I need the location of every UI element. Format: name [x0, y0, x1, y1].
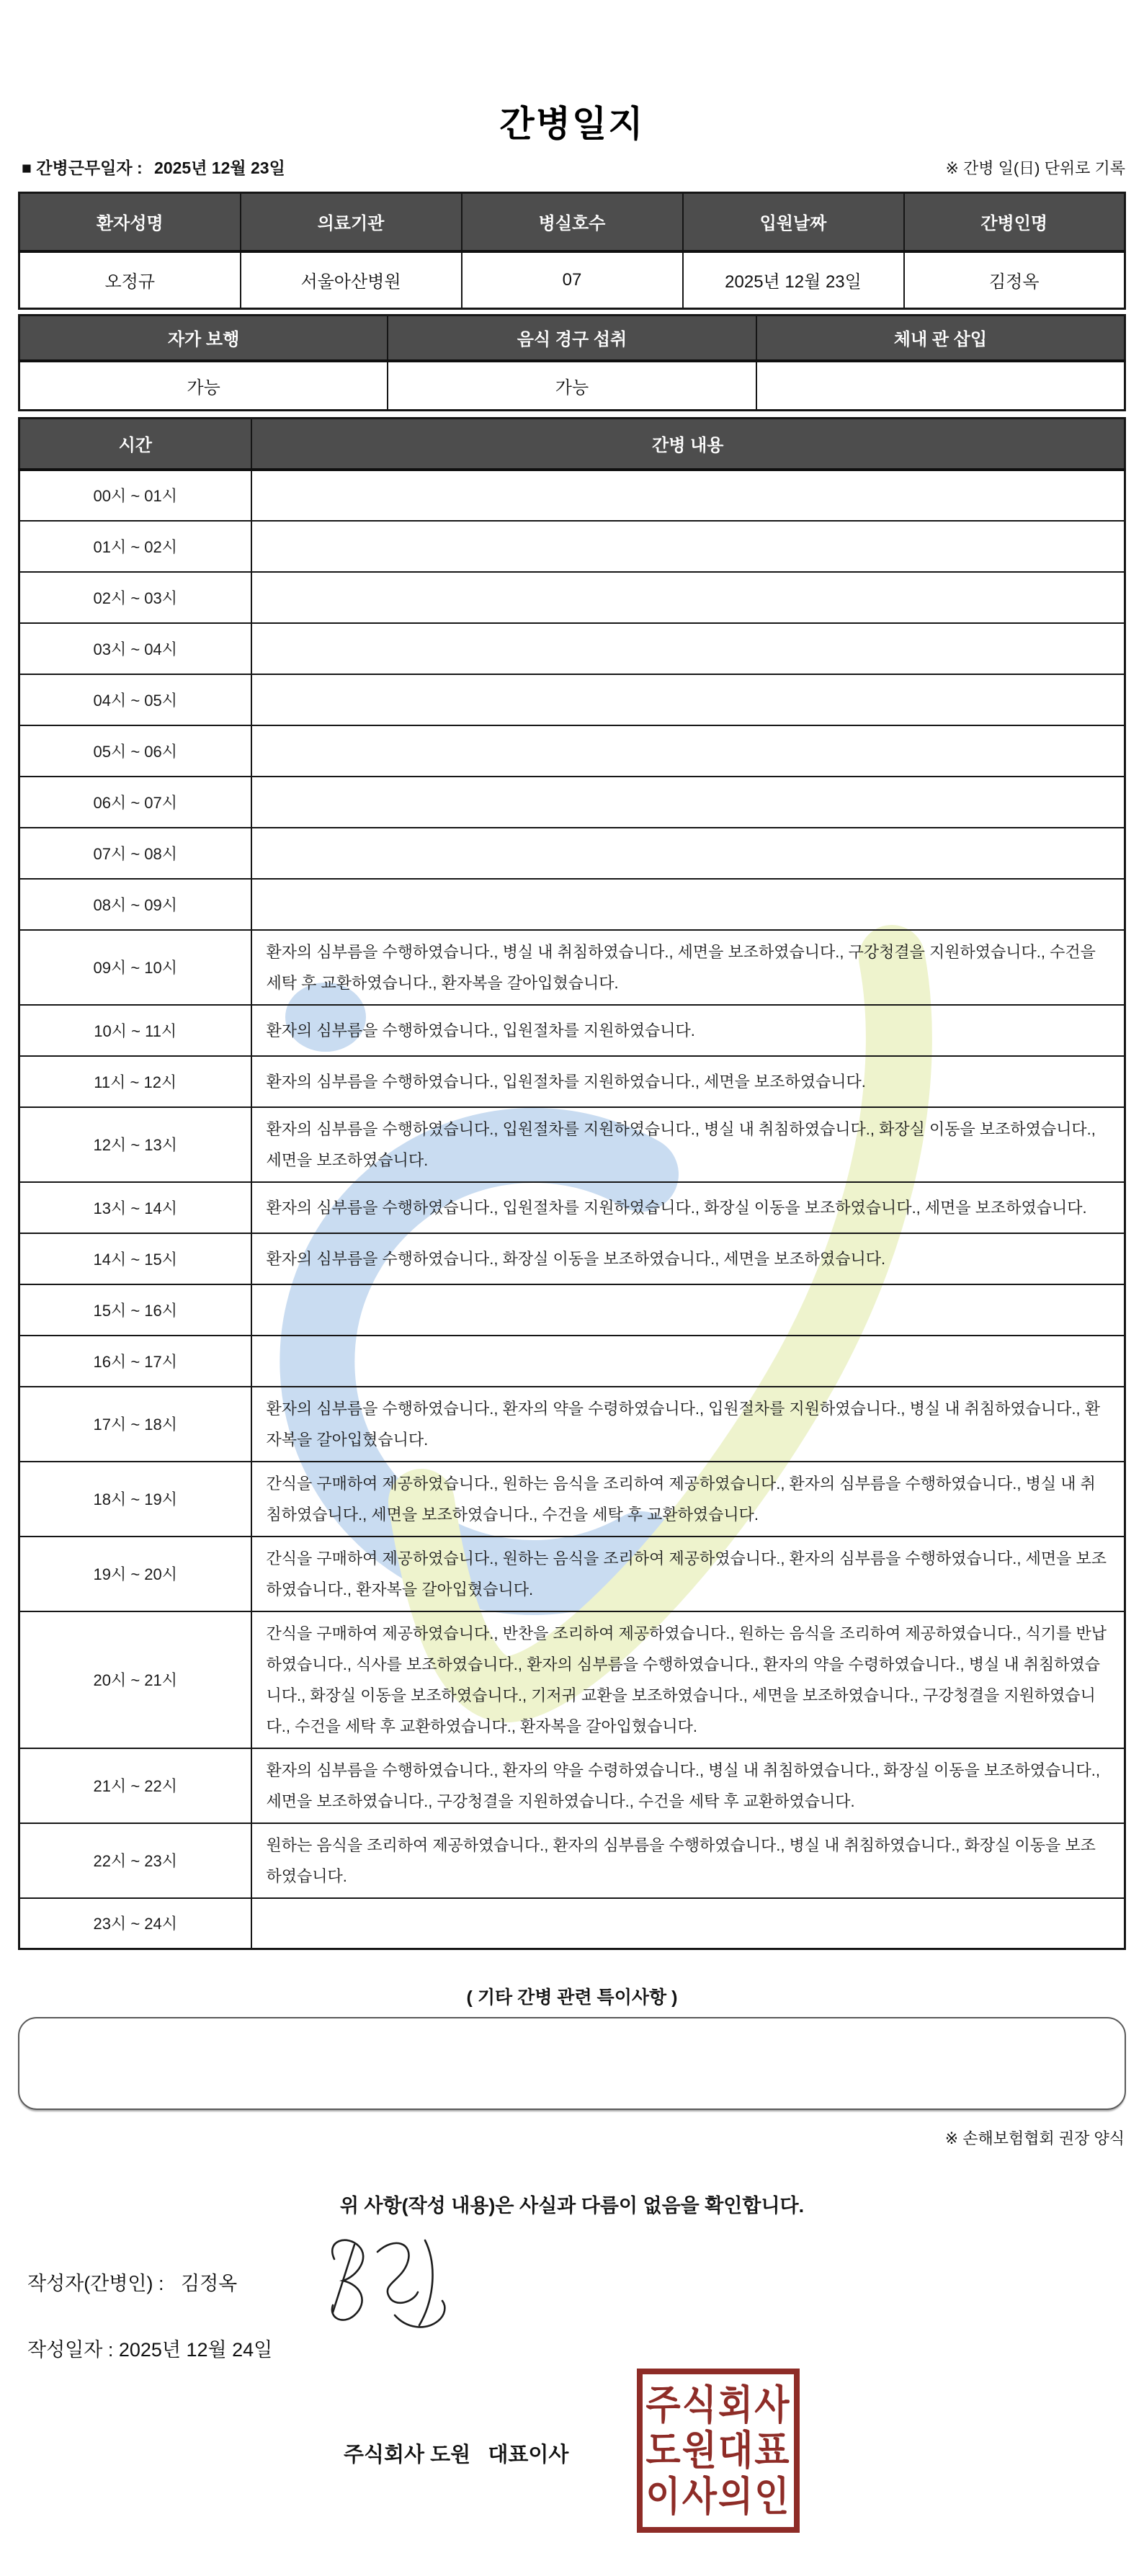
stamp-text-line: 주식회사: [645, 2382, 791, 2428]
care-log-row: [19, 674, 1125, 725]
content-column-header: 간병 내용: [251, 419, 1125, 470]
care-content-cell: [251, 674, 1125, 725]
care-log-header-row: [19, 419, 1125, 470]
care-log-row: [19, 725, 1125, 777]
care-log-row: [19, 1336, 1125, 1387]
corporate-seal-stamp: [637, 2369, 800, 2533]
care-time-cell: 11시 ~ 12시: [19, 1056, 251, 1107]
care-log-table: [18, 417, 1126, 1950]
patient-value-row: [19, 251, 1125, 309]
notes-box: [18, 2017, 1126, 2110]
care-log-row: [19, 623, 1125, 674]
time-column-header: 시간: [19, 419, 251, 470]
meta-row: [0, 158, 1144, 179]
care-content-cell: [251, 1898, 1125, 1949]
care-time-cell: 18시 ~ 19시: [19, 1462, 251, 1537]
form-note: ※ 손해보험협회 권장 양식: [944, 2129, 1125, 2147]
care-content-cell: [251, 777, 1125, 828]
care-log-row: [19, 1233, 1125, 1284]
care-time-cell: 21시 ~ 22시: [19, 1748, 251, 1823]
care-time-cell: 20시 ~ 21시: [19, 1611, 251, 1748]
care-time-cell: 15시 ~ 16시: [19, 1284, 251, 1336]
care-content-cell: 환자의 심부름을 수행하였습니다., 환자의 약을 수령하였습니다., 입원절차를 지원하였습니다., 병실 내 취침하였습니다., 환자복을 갈아입혔습니다.: [251, 1387, 1125, 1462]
care-log-row: [19, 521, 1125, 572]
care-log-row: [19, 828, 1125, 879]
care-time-cell: 04시 ~ 05시: [19, 674, 251, 725]
care-content-cell: [251, 1336, 1125, 1387]
care-content-cell: 환자의 심부름을 수행하였습니다., 입원절차를 지원하였습니다.: [251, 1005, 1125, 1056]
status-value-cell: 가능: [19, 361, 388, 411]
care-work-date-label: ■ 간병근무일자 :: [22, 158, 143, 177]
care-time-cell: 05시 ~ 06시: [19, 725, 251, 777]
confirmation-statement: 위 사항(작성 내용)은 사실과 다름이 없음을 확인합니다.: [339, 2195, 805, 2217]
care-log-row: [19, 930, 1125, 1005]
care-content-cell: 원하는 음식을 조리하여 제공하였습니다., 환자의 심부름을 수행하였습니다., 병실 내 취침하였습니다., 화장실 이동을 보조하였습니다.: [251, 1823, 1125, 1898]
care-content-cell: 환자의 심부름을 수행하였습니다., 화장실 이동을 보조하였습니다., 세면을 보조하였습니다.: [251, 1233, 1125, 1284]
care-time-cell: 17시 ~ 18시: [19, 1387, 251, 1462]
writer-line: [27, 2268, 237, 2296]
company-line: 주식회사 도원 대표이사: [344, 2443, 569, 2467]
status-value-cell: [756, 361, 1125, 411]
care-time-cell: 16시 ~ 17시: [19, 1336, 251, 1387]
patient-value-cell: 07: [462, 251, 683, 309]
page-title: 간병일지: [499, 104, 645, 144]
status-header-cell: 체내 관 삽입: [756, 316, 1125, 361]
patient-header-cell: 의료기관: [241, 193, 462, 251]
status-header-row: [19, 316, 1125, 361]
care-time-cell: 22시 ~ 23시: [19, 1823, 251, 1898]
care-content-cell: [251, 521, 1125, 572]
care-content-cell: [251, 725, 1125, 777]
care-time-cell: 09시 ~ 10시: [19, 930, 251, 1005]
care-log-row: [19, 1611, 1125, 1748]
status-value-row: [19, 361, 1125, 411]
patient-value-cell: 서울아산병원: [241, 251, 462, 309]
stamp-text-line: 도원대표: [645, 2428, 791, 2474]
patient-status-table: [18, 314, 1126, 411]
patient-value-cell: 김정옥: [904, 251, 1125, 309]
care-log-row: [19, 777, 1125, 828]
care-content-cell: 환자의 심부름을 수행하였습니다., 입원절차를 지원하였습니다., 화장실 이동을 보조하였습니다., 세면을 보조하였습니다.: [251, 1182, 1125, 1233]
care-time-cell: 01시 ~ 02시: [19, 521, 251, 572]
care-content-cell: 환자의 심부름을 수행하였습니다., 환자의 약을 수령하였습니다., 병실 내 취침하였습니다., 화장실 이동을 보조하였습니다., 세면을 보조하였습니다., 구강청결을 지원하였습니다., 수건을 세탁 후 교환하였습니다.: [251, 1748, 1125, 1823]
care-work-date: [22, 155, 285, 179]
care-log-row: [19, 1107, 1125, 1182]
care-content-cell: 간식을 구매하여 제공하였습니다., 원하는 음식을 조리하여 제공하였습니다., 환자의 심부름을 수행하였습니다., 세면을 보조하였습니다., 환자복을 갈아입혔습니다.: [251, 1537, 1125, 1611]
care-content-cell: 간식을 구매하여 제공하였습니다., 반찬을 조리하여 제공하였습니다., 원하는 음식을 조리하여 제공하였습니다., 식기를 반납하였습니다., 식사를 보조하였습니다., 환자의 심부름을 수행하였습니다., 환자의 약을 수령하였습니다., 병실 내 취침하였습니다., 화장실 이동을 보조하였습니다., 기저귀 교환을 보조하였습니다., 세면을 보조하였습니다., 구강청결을 지원하였습니다., 수건을 세탁 후 교환하였습니다., 환자복을 갈아입혔습니다.: [251, 1611, 1125, 1748]
date-value: 2025년 12월 24일: [118, 2339, 273, 2361]
care-log-row: [19, 1898, 1125, 1949]
care-time-cell: 14시 ~ 15시: [19, 1233, 251, 1284]
care-time-cell: 06시 ~ 07시: [19, 777, 251, 828]
care-log-row: [19, 1387, 1125, 1462]
care-log-row: [19, 572, 1125, 623]
care-time-cell: 00시 ~ 01시: [19, 470, 251, 521]
patient-info-table: [18, 192, 1126, 310]
care-content-cell: [251, 828, 1125, 879]
care-log-row: [19, 1748, 1125, 1823]
care-time-cell: 10시 ~ 11시: [19, 1005, 251, 1056]
writer-name: 김정옥: [181, 2273, 238, 2294]
care-time-cell: 02시 ~ 03시: [19, 572, 251, 623]
care-time-cell: 08시 ~ 09시: [19, 879, 251, 930]
patient-header-cell: 환자성명: [19, 193, 241, 251]
date-line: [27, 2334, 272, 2362]
patient-header-cell: 입원날짜: [683, 193, 904, 251]
care-log-row: [19, 1056, 1125, 1107]
care-content-cell: [251, 470, 1125, 521]
care-content-cell: [251, 1284, 1125, 1336]
patient-header-cell: 간병인명: [904, 193, 1125, 251]
care-log-row: [19, 1537, 1125, 1611]
care-time-cell: 13시 ~ 14시: [19, 1182, 251, 1233]
date-label: 작성일자 :: [27, 2339, 114, 2361]
writer-label: 작성자(간병인) :: [27, 2273, 164, 2294]
notes-heading: ( 기타 간병 관련 특이사항 ): [466, 1987, 678, 2008]
stamp-text-line: 이사의인: [645, 2474, 791, 2519]
care-log-body: [19, 470, 1125, 1949]
care-work-date-value: 2025년 12월 23일: [154, 158, 285, 177]
care-time-cell: 12시 ~ 13시: [19, 1107, 251, 1182]
care-content-cell: [251, 879, 1125, 930]
care-time-cell: 03시 ~ 04시: [19, 623, 251, 674]
care-log-row: [19, 879, 1125, 930]
status-header-cell: 음식 경구 섭취: [388, 316, 756, 361]
care-log-row: [19, 470, 1125, 521]
care-content-cell: 환자의 심부름을 수행하였습니다., 입원절차를 지원하였습니다., 병실 내 취침하였습니다., 화장실 이동을 보조하였습니다., 세면을 보조하였습니다.: [251, 1107, 1125, 1182]
care-log-row: [19, 1284, 1125, 1336]
patient-value-cell: 2025년 12월 23일: [683, 251, 904, 309]
care-time-cell: 19시 ~ 20시: [19, 1537, 251, 1611]
patient-header-row: [19, 193, 1125, 251]
care-time-cell: 07시 ~ 08시: [19, 828, 251, 879]
care-log-row: [19, 1182, 1125, 1233]
signature-scribble: [323, 2232, 467, 2340]
care-log-row: [19, 1823, 1125, 1898]
patient-value-cell: 오정규: [19, 251, 241, 309]
status-value-cell: 가능: [388, 361, 756, 411]
unit-note: ※ 간병 일(日) 단위로 기록: [945, 159, 1125, 177]
care-content-cell: 환자의 심부름을 수행하였습니다., 입원절차를 지원하였습니다., 세면을 보조하였습니다.: [251, 1056, 1125, 1107]
care-content-cell: 간식을 구매하여 제공하였습니다., 원하는 음식을 조리하여 제공하였습니다., 환자의 심부름을 수행하였습니다., 병실 내 취침하였습니다., 세면을 보조하였습니다., 수건을 세탁 후 교환하였습니다.: [251, 1462, 1125, 1537]
care-log-row: [19, 1462, 1125, 1537]
care-time-cell: 23시 ~ 24시: [19, 1898, 251, 1949]
care-content-cell: [251, 572, 1125, 623]
status-header-cell: 자가 보행: [19, 316, 388, 361]
care-content-cell: 환자의 심부름을 수행하였습니다., 병실 내 취침하였습니다., 세면을 보조하였습니다., 구강청결을 지원하였습니다., 수건을 세탁 후 교환하였습니다., 환자복을 갈아입혔습니다.: [251, 930, 1125, 1005]
care-log-row: [19, 1005, 1125, 1056]
patient-header-cell: 병실호수: [462, 193, 683, 251]
care-content-cell: [251, 623, 1125, 674]
